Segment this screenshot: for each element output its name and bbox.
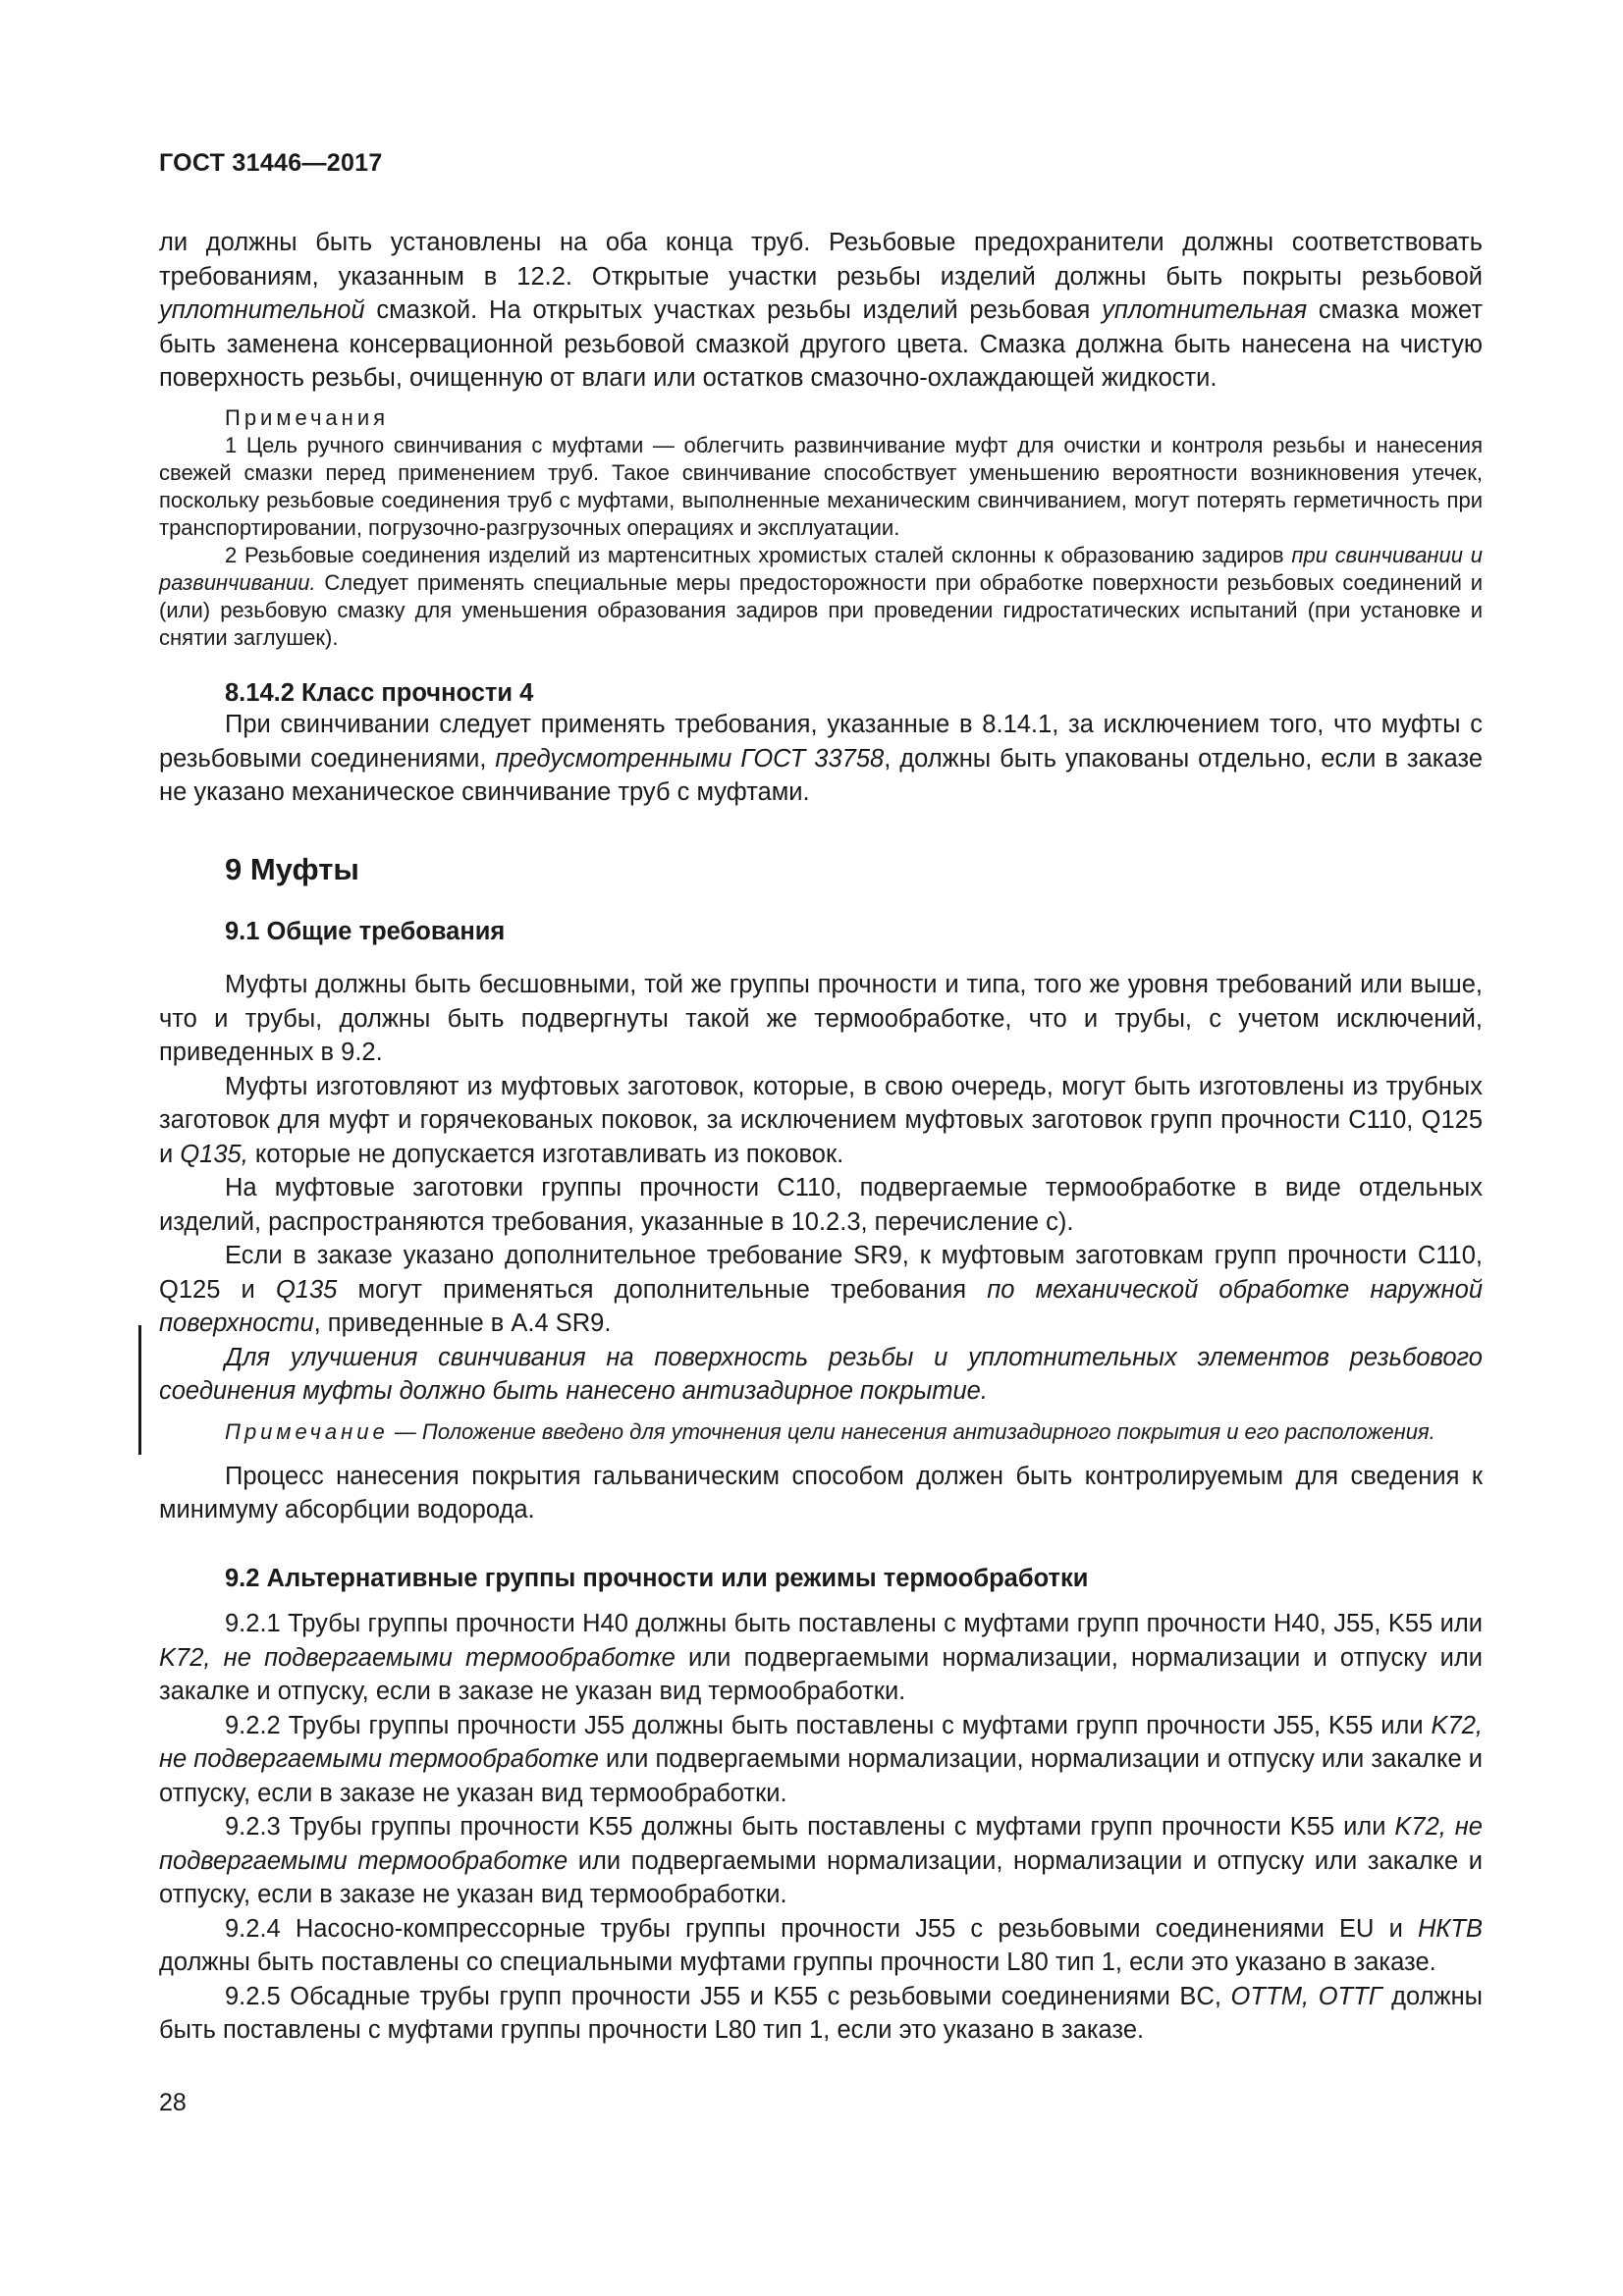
paragraph [159, 968, 1483, 1070]
continued-paragraph [159, 226, 1483, 396]
italic-run: K72, не подвергаемыми термообработке [159, 1711, 1483, 1773]
paragraph-italic [159, 1341, 1483, 1409]
section-9 [159, 852, 1483, 887]
text-run: 9.2.2 Трубы группы прочности J55 должны быть поставлены с муфтами групп прочности J55, K55 или [225, 1711, 1432, 1739]
italic-run: Для улучшения свинчивания на поверхность резьбы и уплотнительных элементов резьбового соединения муфты должно быть нанесено антизадирное покрытие. [159, 1343, 1483, 1405]
section-8-14-2 [159, 679, 1483, 810]
italic-run: предусмотренными ГОСТ 33758 [495, 744, 885, 773]
section-9-2 [159, 1565, 1483, 2048]
italic-run: при свинчивании и развинчивании. [159, 543, 1484, 595]
text-run: При свинчивании следует применять требования, указанные в 8.14.1, за исключением того, что муфты с резьбовыми соединениями, [159, 711, 1483, 773]
section-9-1 [159, 918, 1483, 1527]
text-run: Муфты должны быть бесшовными, той же группы прочности и типа, того же уровня требований или выше, что и трубы, должны быть подвергнуты такой же термообработке, что и трубы, с учетом исключений, приведенных в 9.2. [159, 971, 1483, 1066]
paragraph [159, 708, 1483, 810]
text-run: Если в заказе указано дополнительное требование SR9, к муфтовым заготовкам групп прочности С110, Q125 и [159, 1242, 1483, 1304]
text-run: 9.2.5 Обсадные трубы групп прочности J55 и K55 с резьбовыми соединениями BC, [225, 1982, 1231, 2010]
note-2 [159, 542, 1483, 652]
text-run: которые не допускается изготавливать из поковок. [247, 1140, 844, 1168]
text-run: смазка может быть заменена консервационной резьбовой смазкой другого цвета. Смазка должна быть нанесена на чистую поверхность резьбы, очищенную от влаги или остатков смазочно-охлаждающей жидкости. [159, 296, 1484, 392]
text-run: смазкой. На открытых участках резьбы изделий резьбовая [364, 296, 1103, 324]
paragraph [159, 226, 1483, 396]
notes-block [159, 404, 1483, 652]
text-run: 9.2.4 Насосно-компрессорные трубы группы прочности J55 с резьбовыми соединениями EU и [225, 1914, 1418, 1943]
note-1 [159, 432, 1483, 542]
section-title: 9 Муфты [225, 852, 359, 886]
notes-heading: Примечания [225, 405, 390, 430]
paragraph [159, 1171, 1483, 1239]
text-run: или подвергаемыми нормализации, нормализации и отпуску или закалке и отпуску, если в заказе не указан вид термообработки. [159, 1846, 1483, 1908]
italic-run: K72, не подвергаемыми термообработке [159, 1813, 1483, 1875]
paragraph-9-2-3 [159, 1810, 1483, 1912]
italic-run: по механической обработке наружной поверхности [159, 1275, 1483, 1337]
text-run: или подвергаемыми нормализации, нормализации и отпуску или закалке и отпуску, если в заказе не указан вид термообработки. [159, 1745, 1483, 1807]
paragraph-9-2-1 [159, 1607, 1483, 1709]
italic-run: ОТТМ, ОТТГ [1230, 1982, 1382, 2010]
note-label: Примечание [225, 1418, 389, 1444]
paragraph [159, 1460, 1483, 1527]
italic-run: НКТВ [1417, 1914, 1483, 1943]
section-title: 9.1 Общие требования [225, 918, 506, 945]
page-number: 28 [159, 2089, 187, 2116]
text-run: , должны быть упакованы отдельно, если в заказе не указано механическое свинчивание труб с муфтами. [159, 744, 1483, 806]
text-run: , приведенные в А.4 SR9. [313, 1309, 612, 1337]
text-run: ли должны быть установлены на оба конца труб. Резьбовые предохранители должны соответствовать требованиям, указанным в 12.2. Открытые участки резьбы изделий должны быть покрыты резьбовой [159, 229, 1483, 291]
text-run: 1 Цель ручного свинчивания с муфтами — облегчить развинчивание муфт для очистки и контроля резьбы и нанесения свежей смазки перед применением труб. Такое свинчивание способствует уменьшению вероятности возникновения утечек, поскольку резьбовые соединения труб с муфтами, выполненные механическим свинчиванием, могут потерять герметичность при транспортировании, погрузочно-разгрузочных операциях и эксплуатации. [159, 433, 1483, 540]
text-run: должны быть поставлены со специальными муфтами группы прочности L80 тип 1, если это указано в заказе. [159, 1949, 1436, 1976]
paragraph-9-2-2 [159, 1709, 1483, 1811]
paragraph-9-2-5 [159, 1980, 1483, 2048]
note [159, 1418, 1483, 1446]
paragraph-9-2-4 [159, 1912, 1483, 1980]
section-title: 8.14.2 Класс прочности 4 [225, 679, 534, 707]
italic-run: уплотнительной [159, 296, 365, 324]
change-bar [138, 1325, 141, 1455]
text-run: могут применяться дополнительные требования [337, 1275, 988, 1304]
document-header: ГОСТ 31446—2017 [159, 149, 383, 177]
text-run: Процесс нанесения покрытия гальваническим способом должен быть контролируемым для сведения к минимуму абсорбции водорода. [159, 1462, 1483, 1523]
text-run: Следует применять специальные меры предосторожности при обработке поверхности резьбовых соединений и (или) резьбовую смазку для уменьшения образования задиров при проведении гидростатических испытаний (при установке и снятии заглушек). [159, 570, 1483, 650]
italic-run: K72, не подвергаемыми термообработке [159, 1643, 676, 1672]
note-text: — Положение введено для уточнения цели нанесения антизадирного покрытия и его расположения. [388, 1418, 1435, 1444]
text-run: Муфты изготовляют из муфтовых заготовок, которые, в свою очередь, могут быть изготовлены из трубных заготовок для муфт и горячекованых поковок, за исключением муфтовых заготовок групп прочности С110, Q125 и [159, 1072, 1483, 1168]
paragraph [159, 1070, 1483, 1172]
text-run: 2 Резьбовые соединения изделий из мартенситных хромистых сталей склонны к образованию задиров [225, 543, 1292, 567]
italic-run: Q135, [180, 1140, 248, 1168]
paragraph [159, 1239, 1483, 1341]
italic-run: Q135 [275, 1275, 338, 1304]
text-run: или подвергаемыми нормализации, нормализации и отпуску или закалке и отпуску, если в заказе не указан вид термообработки. [159, 1643, 1483, 1705]
text-run: На муфтовые заготовки группы прочности С110, подвергаемые термообработке в виде отдельных изделий, распространяются требования, указанные в 10.2.3, перечисление с). [159, 1174, 1483, 1236]
italic-run: уплотнительная [1102, 296, 1308, 324]
text-run: 9.2.3 Трубы группы прочности K55 должны быть поставлены с муфтами групп прочности K55 или [225, 1813, 1395, 1841]
section-title: 9.2 Альтернативные группы прочности или режимы термообработки [225, 1565, 1089, 1592]
text-run: должны быть поставлены с муфтами группы прочности L80 тип 1, если это указано в заказе. [159, 1982, 1484, 2044]
text-run: 9.2.1 Трубы группы прочности Н40 должны быть поставлены с муфтами групп прочности Н40, J55, K55 или [225, 1610, 1483, 1637]
